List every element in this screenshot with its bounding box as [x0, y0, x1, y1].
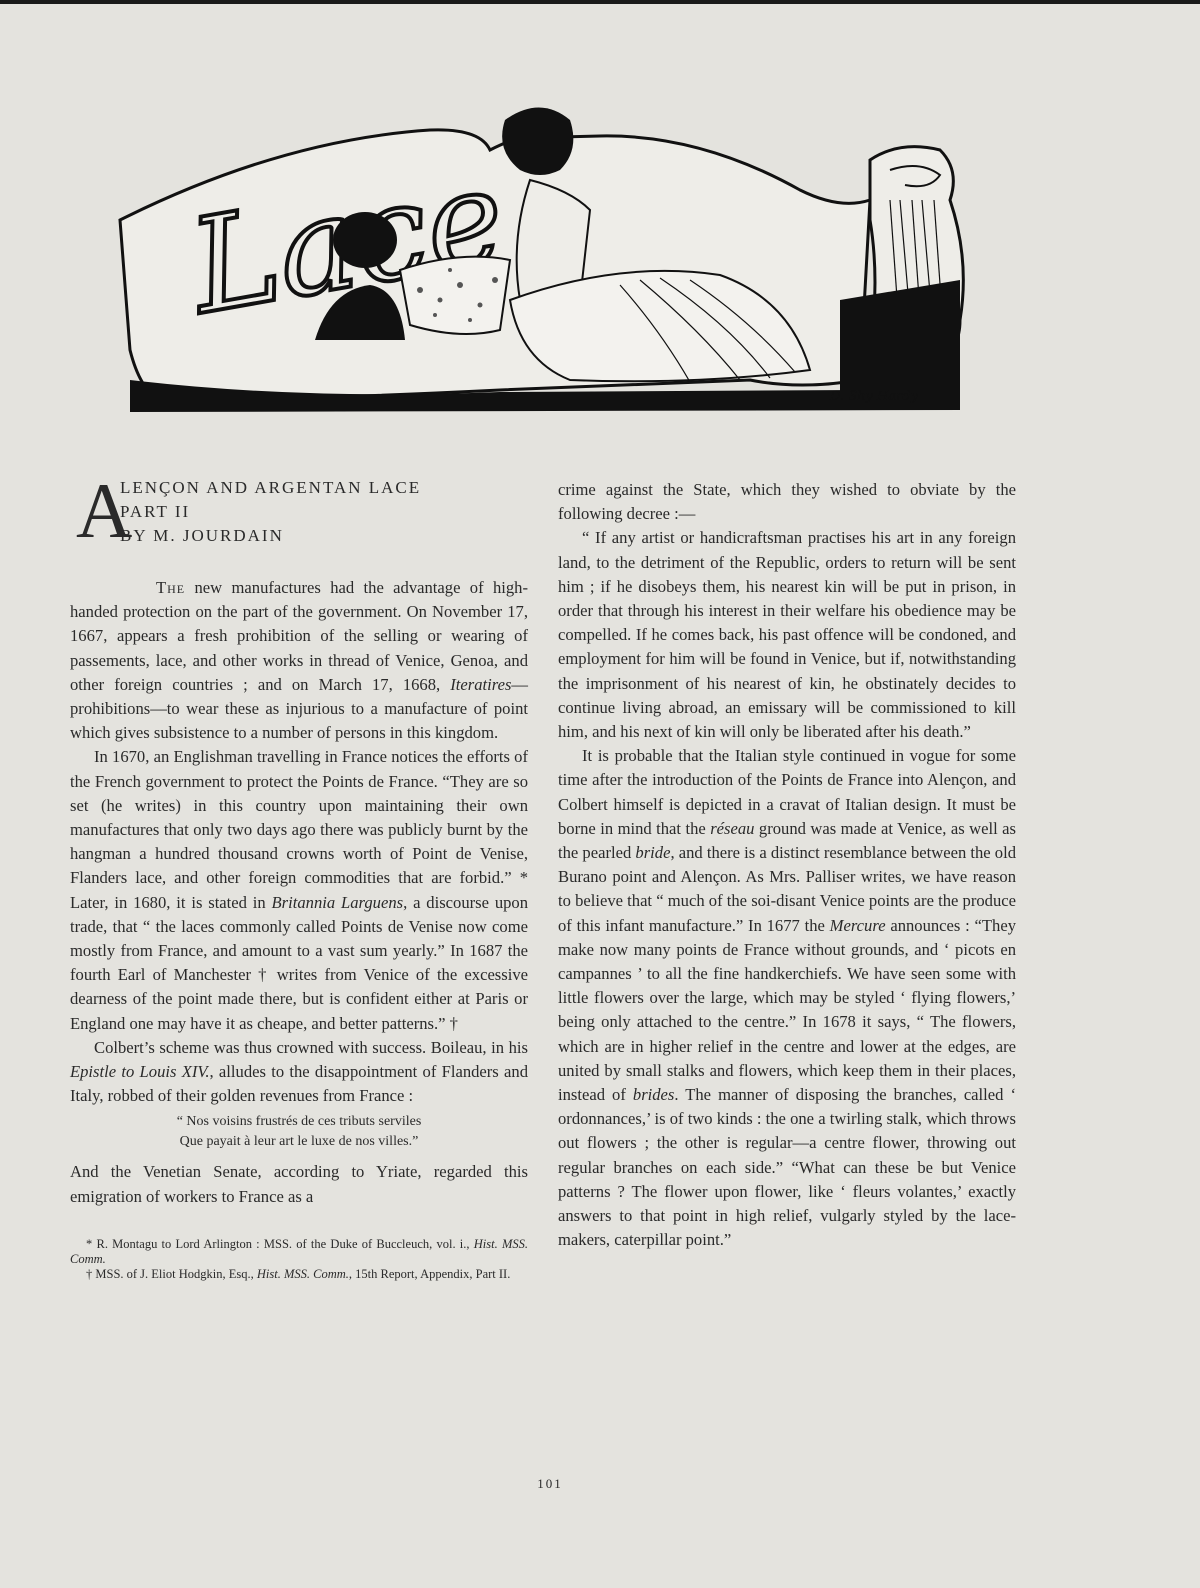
lace-piece [400, 257, 510, 334]
paragraph: It is probable that the Italian style continued in vogue for some time after the introduction of the Points de France into Alençon, and Colbert himself is depicted in a cravat of Italian design. It must be borne in mind that the réseau ground was made at Venice, as well as the pearled bride, and there is a distinct resemblance between the old Burano point and Alençon. As Mrs. Palliser writes, we have reason to believe that “ much of the soi-disant Venice points are the produce of this infant manufacture.” In 1677 the Mercure announces : “They make now many points de France without grounds, and ‘ picots en campannes ’ to all the fine handkerchiefs. We have seen some with little flowers over the large, which may be styled ‘ flying flowers,’ being only attached to the centre.” In 1678 it says, “ The flowers, which are in higher relief in the centre and lower at the edges, are united by small stalks and flowers, which keep them in their places, instead of brides. The manner of disposing the branches, called ‘ ordonnances,’ is of two kinds : the one a twirling stalk, which throws out flowers ; the other is regular—a centre flower, throwing out regular branches on each side.” “What can these be but Venice patterns ? The flower upon flower, like ‘ fleurs volantes,’ exactly answers to that point in high relief, vulgarly styled by the lace-makers, caterpillar point.” [558, 746, 1017, 1250]
footnote: † MSS. of J. Eliot Hodgkin, Esq., Hist. MSS. Comm., 15th Report, Appendix, Part II. [86, 1266, 511, 1281]
page-number: 101 [537, 1476, 563, 1491]
paragraph: crime against the State, which they wished to obviate by the following decree :— [558, 480, 1016, 524]
article-part: PART II [120, 502, 191, 521]
article-byline: BY M. JOURDAIN [120, 526, 284, 545]
left-column [70, 467, 529, 1282]
article-title: LENÇON AND ARGENTAN LACE [120, 478, 422, 497]
page-top-edge [0, 0, 1200, 4]
right-column [558, 478, 1016, 1253]
header-illustration [100, 100, 980, 420]
drop-cap: A [76, 467, 133, 554]
paragraph: The new manufactures had the advantage of high-handed protection on the part of the government. On November 17, 1667, appears a fresh prohibition of the selling or wearing of passements, lace, and other works in thread of Venice, Genoa, and other foreign countries ; and on March 17, 1668, Iteratires—prohibitions—to wear these as injurious to a manufacture of point which gives subsistence to a number of persons in this kingdom. [70, 578, 528, 743]
paragraph: Colbert’s scheme was thus crowned with success. Boileau, in his Epistle to Louis XIV., alludes to the disappointment of Flanders and Italy, robbed of their golden revenues from France : [70, 1037, 528, 1106]
article-title-block [70, 467, 528, 570]
artist-signature: D. Shy Hardy [830, 389, 918, 404]
paragraph: In 1670, an Englishman travelling in France notices the efforts of the French government to protect the Points de France. “They are so set (he writes) in this country upon maintaining their own manufactures that only two days ago there was publicly burnt by the hangman a hundred thousand crowns worth of Point de Venise, Flanders lace, and other foreign commodities that are forbid.” * Later, in 1680, it is stated in Britannia Larguens, a discourse upon trade, that “ the laces commonly called Points de Venise now come mostly from France, and amount to a vast sum yearly.” In 1687 the fourth Earl of Manchester † writes from Venice of the excessive dearness of the point made there, but is confident either at Paris or England one may have it as cheape, and better patterns.” † [70, 747, 529, 1033]
woman-seated-hair [333, 212, 397, 268]
verse-quote: “ Nos voisins frustrés de ces tributs serviles Que payait à leur art le luxe de nos villes.” [176, 1114, 422, 1150]
paragraph: “ If any artist or handicraftsman practises his art in any foreign land, to the detriment of the Republic, orders to return will be sent him ; if he disobeys them, his nearest kin will be put in prison, in order that through his interest in their welfare his obedience may be compelled. If he comes back, his past offence will be condoned, and employment for him will be found in Venice, but if, notwithstanding the imprisonment of his nearest of kin, he obstinately decides to continue living abroad, an emissary will be commissioned to kill him, and his next of kin will only be liberated after his death.” [558, 528, 1016, 742]
footnote: * R. Montagu to Lord Arlington : MSS. of the Duke of Buccleuch, vol. i., Hist. MSS. Comm. [70, 1236, 528, 1266]
paragraph: And the Venetian Senate, according to Yriate, regarded this emigration of workers to France as a [70, 1162, 528, 1206]
